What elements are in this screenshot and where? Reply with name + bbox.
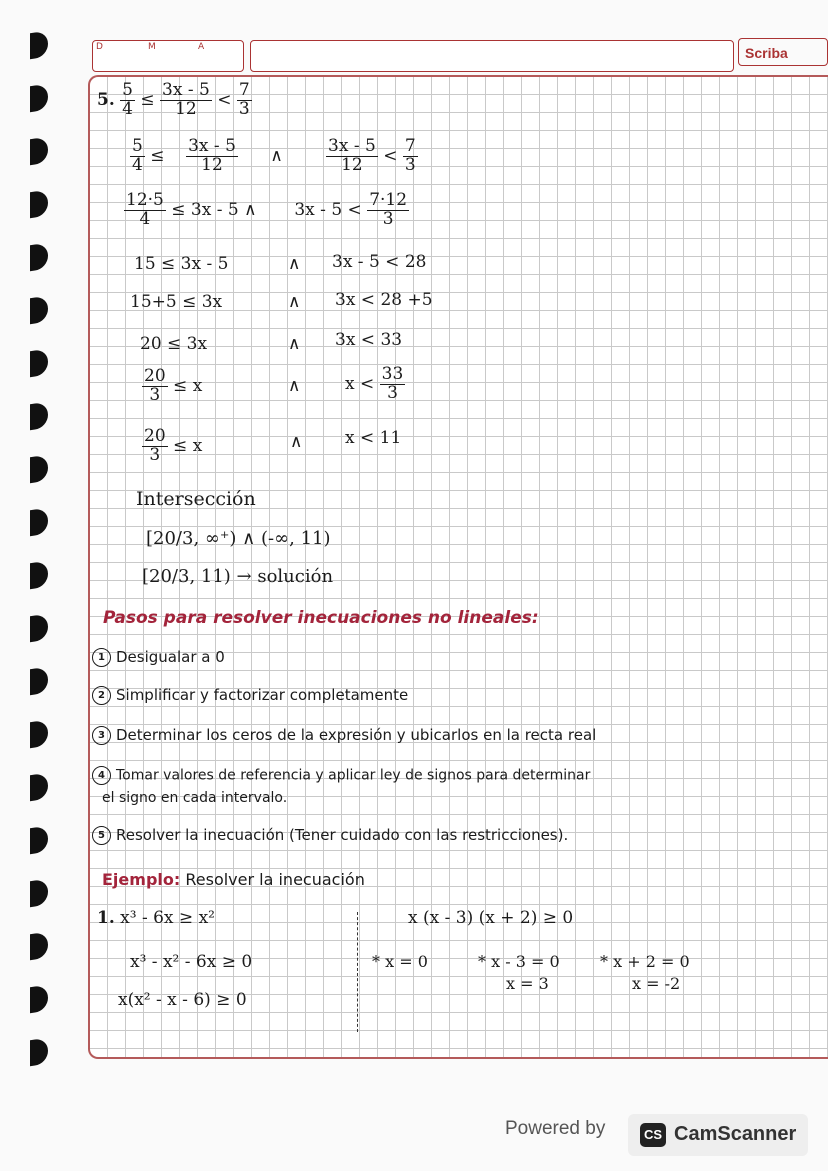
fraction-denominator: 4 [139,208,151,229]
binder-hole [30,31,48,60]
fraction-numerator: 7 [238,80,250,100]
solution-line: [20/3, 11) → solución [142,566,334,587]
brand-logo: Scriba [738,38,828,66]
date-month-label: M [148,42,156,52]
fraction-numerator: 20 [144,426,166,446]
fraction-denominator: 12 [201,154,223,175]
fraction-numerator: 12·5 [126,190,164,210]
binder-hole [30,614,48,643]
inequality-right: 3x - 5 < [294,199,362,220]
date-box [92,40,244,72]
step-3 [92,726,596,745]
zero-3-equation: * x + 2 = 0 [600,952,690,971]
column-divider [357,912,360,1032]
example-line-1 [97,908,215,928]
fraction-denominator: 4 [132,154,143,175]
step-number: 4 [92,766,111,785]
operator: ≤ [150,145,165,166]
binder-hole [30,561,48,590]
binder-hole [30,773,48,802]
operator: < [217,89,232,110]
example-heading [102,870,365,889]
step-5 [92,826,568,845]
fraction-denominator: 4 [122,98,133,119]
exercise-5-line-6-right: 3x < 33 [335,330,403,350]
example-equation: x³ - 6x ≥ x² [120,908,215,928]
exercise-number: 5. [97,89,115,110]
title-box [250,40,734,72]
fraction-numerator: 20 [144,366,166,386]
example-text: Resolver la inecuación [185,870,365,889]
fraction-denominator: 3 [149,384,161,405]
exercise-5-line-6-left: 20 ≤ 3x [140,334,208,354]
example-line-3: x(x² - x - 6) ≥ 0 [118,990,247,1010]
step-text: Determinar los ceros de la expresión y ubicarlos en la recta real [116,726,597,744]
example-label: Ejemplo: [102,870,181,889]
zero-2-result: x = 3 [506,974,549,993]
exercise-5-line-8-left [142,428,202,465]
operator: ≤ [140,89,155,110]
binder-hole [30,296,48,325]
and-symbol: ∧ [288,376,301,396]
inequality-left: ≤ x [173,435,203,456]
step-number: 2 [92,686,111,705]
exercise-5-line-5-right: 3x < 28 +5 [335,290,433,310]
zero-3-result: x = -2 [632,974,681,993]
and-symbol: ∧ [270,145,283,166]
binder-hole [30,508,48,537]
exercise-5-line-8-right: x < 11 [345,428,402,448]
fraction-denominator: 3 [238,98,250,119]
step-4-continued: el signo en cada intervalo. [102,790,288,806]
inequality-left: ≤ 3x - 5 ∧ [171,199,257,220]
exercise-5-line-4-left: 15 ≤ 3x - 5 [134,254,229,274]
binder-hole [30,137,48,166]
exercise-5-line-3 [124,192,409,229]
binder-holes [30,20,60,1080]
step-1 [92,648,225,667]
exercise-5-line-5-left: 15+5 ≤ 3x [130,292,223,312]
fraction-denominator: 12 [341,154,363,175]
steps-title: Pasos para resolver inecuaciones no lineales: [103,608,539,628]
step-text: Desigualar a 0 [116,648,225,666]
binder-hole [30,720,48,749]
exercise-5-line-7-right [345,366,405,403]
fraction-denominator: 12 [175,98,197,119]
zero-1: * x = 0 [372,952,428,971]
fraction-denominator: 3 [387,382,398,403]
and-symbol: ∧ [288,334,301,354]
date-year-label: A [198,42,205,52]
camscanner-brand: CamScanner [674,1123,797,1145]
binder-hole [30,455,48,484]
fraction-numerator: 5 [132,136,143,156]
binder-hole [30,243,48,272]
step-number: 3 [92,726,111,745]
binder-hole [30,349,48,378]
fraction-numerator: 5 [122,80,133,100]
binder-hole [30,826,48,855]
camscanner-badge [628,1114,808,1156]
step-2 [92,686,408,705]
binder-hole [30,402,48,431]
date-day-label: D [96,42,103,52]
exercise-5-line-2 [130,138,418,175]
factored-expression: x (x - 3) (x + 2) ≥ 0 [408,908,574,928]
and-symbol: ∧ [288,254,301,274]
exercise-5-line-4-right: 3x - 5 < 28 [332,252,427,272]
powered-by-text: Powered by [505,1118,606,1139]
step-text: Resolver la inecuación (Tener cuidado con las restricciones). [116,826,569,844]
and-symbol: ∧ [290,432,303,452]
example-number: 1. [97,908,115,928]
intersection-title: Intersección [136,488,256,510]
fraction-numerator: 33 [381,364,404,384]
fraction-numerator: 3x - 5 [328,136,376,156]
and-symbol: ∧ [288,292,301,312]
step-4 [92,766,590,785]
operator: < [383,145,398,166]
example-line-2: x³ - x² - 6x ≥ 0 [130,952,253,972]
camscanner-logo-icon: CS [640,1123,666,1147]
step-number: 5 [92,826,111,845]
fraction-denominator: 3 [404,154,416,175]
fraction-numerator: 7 [404,136,416,156]
zero-2-equation: * x - 3 = 0 [478,952,560,971]
binder-hole [30,879,48,908]
inequality-right: x < [345,373,375,394]
intersection-expression: [20/3, ∞⁺) ∧ (-∞, 11) [146,528,331,549]
binder-hole [30,190,48,219]
fraction-numerator: 7·12 [369,190,408,210]
step-number: 1 [92,648,111,667]
exercise-5-line-7-left [142,368,202,405]
step-text: Tomar valores de referencia y aplicar ley de signos para determinar [116,767,591,784]
binder-hole [30,667,48,696]
fraction-numerator: 3x - 5 [162,80,210,100]
binder-hole [30,932,48,961]
fraction-numerator: 3x - 5 [188,136,236,156]
fraction-denominator: 3 [149,444,161,465]
inequality-left: ≤ x [173,375,203,396]
fraction-denominator: 3 [382,208,394,229]
exercise-5-line-1 [97,82,252,119]
binder-hole [30,84,48,113]
binder-hole [30,1038,48,1067]
step-text: Simplificar y factorizar completamente [116,686,409,704]
binder-hole [30,985,48,1014]
